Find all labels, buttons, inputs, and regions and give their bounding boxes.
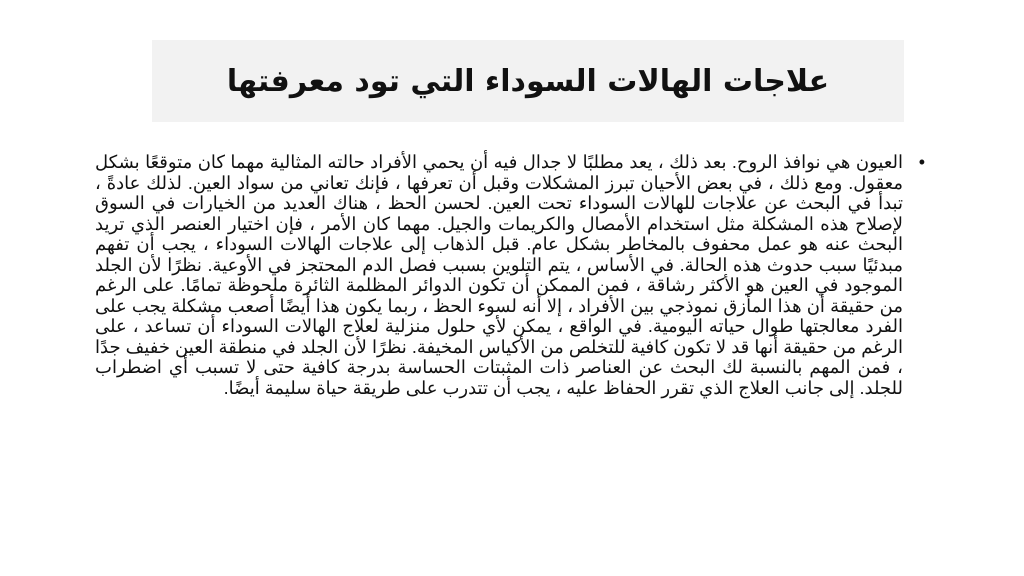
bullet-item xyxy=(95,152,925,398)
bullet-text: العيون هي نوافذ الروح. بعد ذلك ، يعد مطلبًا لا جدال فيه أن يحمي الأفراد حالته المثالية مهما كان متوقعًا بشكل معقول. ومع ذلك ، في بعض الأحيان تبرز المشكلات وقبل أن تعرفها ، فإنك تعاني من سواد العين. لذلك عادةً ، تبدأ في البحث عن علاجات للهالات السوداء تحت العين. لحسن الحظ ، هناك العديد من الخيارات في السوق لإصلاح هذه المشكلة مثل استخدام الأمصال والكريمات والجيل. مهما كان الأمر ، فإن اختيار العنصر الذي تريد البحث عنه هو عمل محفوف بالمخاطر بشكل عام. قبل الذهاب إلى علاجات الهالات السوداء ، يجب أن تفهم مبدئيًا سبب حدوث هذه الحالة. في الأساس ، يتم التلوين بسبب فصل الدم المحتجز في الأوعية. نظرًا لأن الجلد الموجود في العين هو الأكثر رشاقة ، فمن الممكن أن تكون الدوائر المظلمة الثائرة ملحوظة تمامًا. على الرغم من حقيقة أن هذا المأزق نموذجي بين الأفراد ، إلا أنه لسوء الحظ ، ربما يكون هذا أيضًا أصعب مشكلة يجب على الفرد معالجتها طوال حياته اليومية. في الواقع ، يمكن لأي حلول منزلية لعلاج الهالات السوداء أن تساعد ، على الرغم من حقيقة أنها قد لا تكون كافية للتخلص من الأكياس المخيفة. نظرًا لأن الجلد في منطقة العين خفيف جدًا ، فمن المهم بالنسبة لك البحث عن العناصر ذات المثبتات الحساسة بدرجة كافية حتى لا تسبب أي اضطراب للجلد. إلى جانب العلاج الذي تقرر الحفاظ عليه ، يجب أن تتدرب على طريقة حياة سليمة أيضًا. xyxy=(95,152,903,398)
slide-title: علاجات الهالات السوداء التي تود معرفتها xyxy=(226,63,830,99)
bullet-list xyxy=(95,152,925,398)
bullet-icon: • xyxy=(918,152,925,172)
content-box xyxy=(95,152,925,398)
title-box xyxy=(152,40,904,122)
